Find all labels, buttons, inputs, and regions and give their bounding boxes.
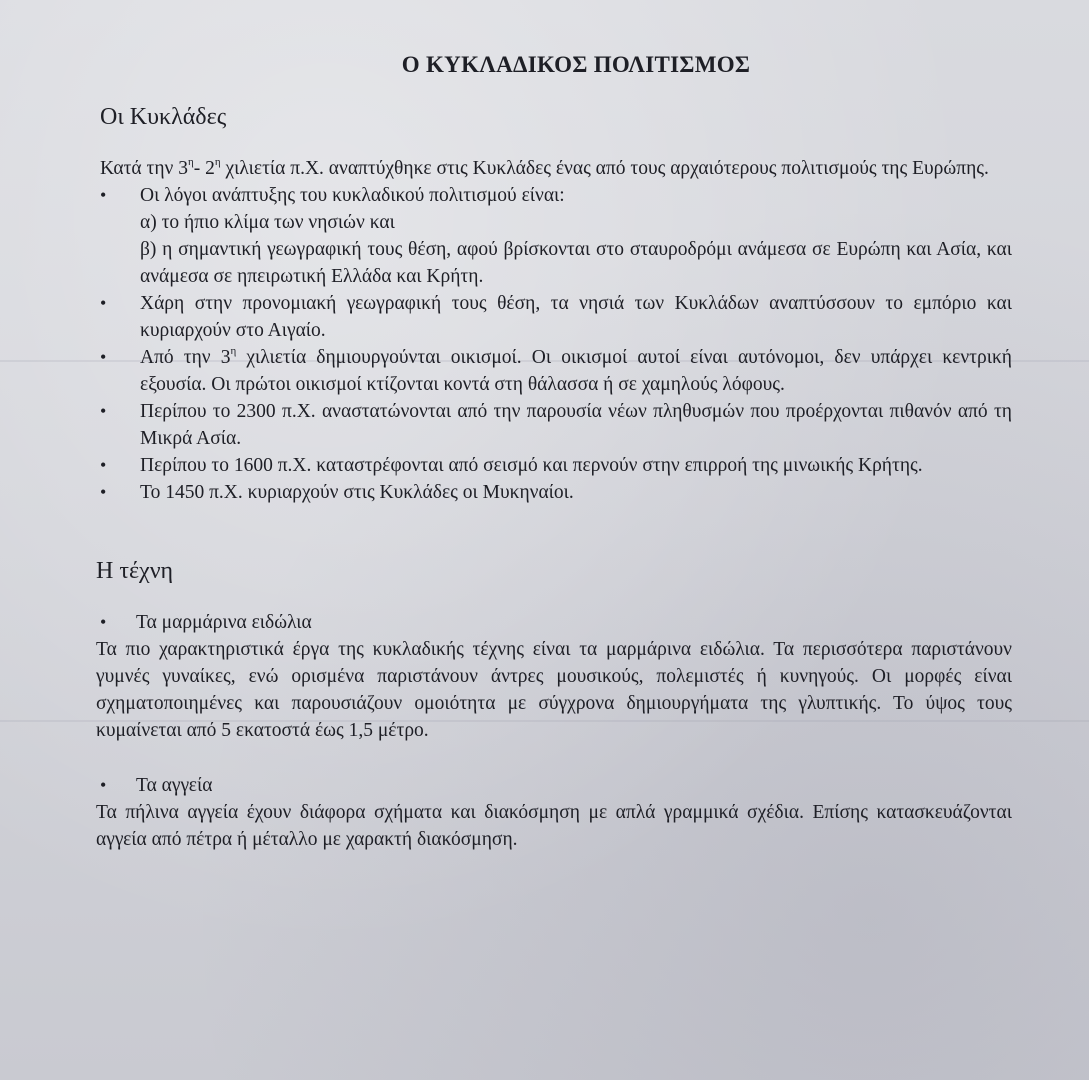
vessels-paragraph: Τα πήλινα αγγεία έχουν διάφορα σχήματα και διακόσμηση με απλά γραμμικά σχέδια. Επίσης κατασκευάζονται αγγεία από πέτρα ή μέταλλο με χαρακτή διακόσμηση. bbox=[96, 802, 1012, 850]
list-item: • Από την $3^\eta$ χιλιετία δημιουργούνται οικισμοί. Οι οικισμοί αυτοί είναι αυτόνομοι, δεν υπάρχει κεντρική εξουσία. Οι πρώτοι οικισμοί κτίζονται κοντά στη θάλασσα ή σε χαμηλούς λόφους. bbox=[100, 345, 1012, 395]
section-heading-cyclades: Οι Κυκλάδες bbox=[100, 104, 227, 130]
document-body bbox=[96, 52, 1012, 853]
list-item: • Περίπου το 2300 π.Χ. αναστατώνονται από την παρουσία νέων πληθυσμών που προέρχονται πιθανόν από τη Μικρά Ασία. bbox=[100, 398, 1012, 452]
cyclades-bullet-list bbox=[100, 182, 1012, 506]
subheading-figurines: • Τα μαρμάρινα ειδώλια bbox=[100, 609, 1012, 636]
bullet-icon: • bbox=[100, 775, 107, 795]
bullet-icon: • bbox=[100, 185, 107, 205]
section-heading-art: Η τέχνη bbox=[96, 558, 174, 584]
list-item: • Περίπου το 1600 π.Χ. καταστρέφονται από σεισμό και περνούν στην επιρροή της μινωικής Κρήτης. bbox=[100, 452, 1012, 479]
subheading-vessels: • Τα αγγεία bbox=[100, 772, 1012, 799]
figurines-paragraph: Τα πιο χαρακτηριστικά έργα της κυκλαδικής τέχνης είναι τα μαρμάρινα ειδώλια. Τα περισσότερα παριστάνουν γυμνές γυναίκες, ενώ ορισμένα παριστάνουν άντρες μουσικούς, πολεμιστές ή κυνηγούς. Οι μορφές είναι σχηματοποιημένες και παρουσιάζουν ομοιότητα με σύγχρονα δημιουργήματα της γλυπτικής. Το ύψος τους κυμαίνεται από 5 εκατοστά έως 1,5 μέτρο. bbox=[96, 639, 1012, 741]
list-item: • Χάρη στην προνομιακή γεωγραφική τους θέση, τα νησιά των Κυκλάδων αναπτύσσουν το εμπόριο και κυριαρχούν στο Αιγαίο. bbox=[100, 290, 1012, 344]
intro-paragraph: Κατά την $3^\eta-$ $2^\eta$ χιλιετία π.Χ. αναπτύχθηκε στις Κυκλάδες ένας από τους αρχαιότερους πολιτισμούς της Ευρώπης. bbox=[100, 156, 989, 179]
list-item: • Οι λόγοι ανάπτυξης του κυκλαδικού πολιτισμού είναι: α) το ήπιο κλίμα των νησιών και β) η σημαντική γεωγραφική τους θέση, αφού βρίσκονται στο σταυροδρόμι ανάμεσα σε Ευρώπη και Ασία, και ανάμεσα σε ηπειρωτική Ελλάδα και Κρήτη. bbox=[100, 182, 1012, 290]
bullet-icon: • bbox=[100, 482, 107, 502]
bullet-icon: • bbox=[100, 455, 107, 475]
bullet-icon: • bbox=[100, 347, 107, 367]
bullet-icon: • bbox=[100, 293, 107, 313]
bullet-icon: • bbox=[100, 612, 107, 632]
list-item: • Το 1450 π.Χ. κυριαρχούν στις Κυκλάδες οι Μυκηναίοι. bbox=[100, 479, 1012, 506]
bullet-icon: • bbox=[100, 401, 107, 421]
document-title: Ο ΚΥΚΛΑΔΙΚΟΣ ΠΟΛΙΤΙΣΜΟΣ bbox=[401, 52, 751, 77]
